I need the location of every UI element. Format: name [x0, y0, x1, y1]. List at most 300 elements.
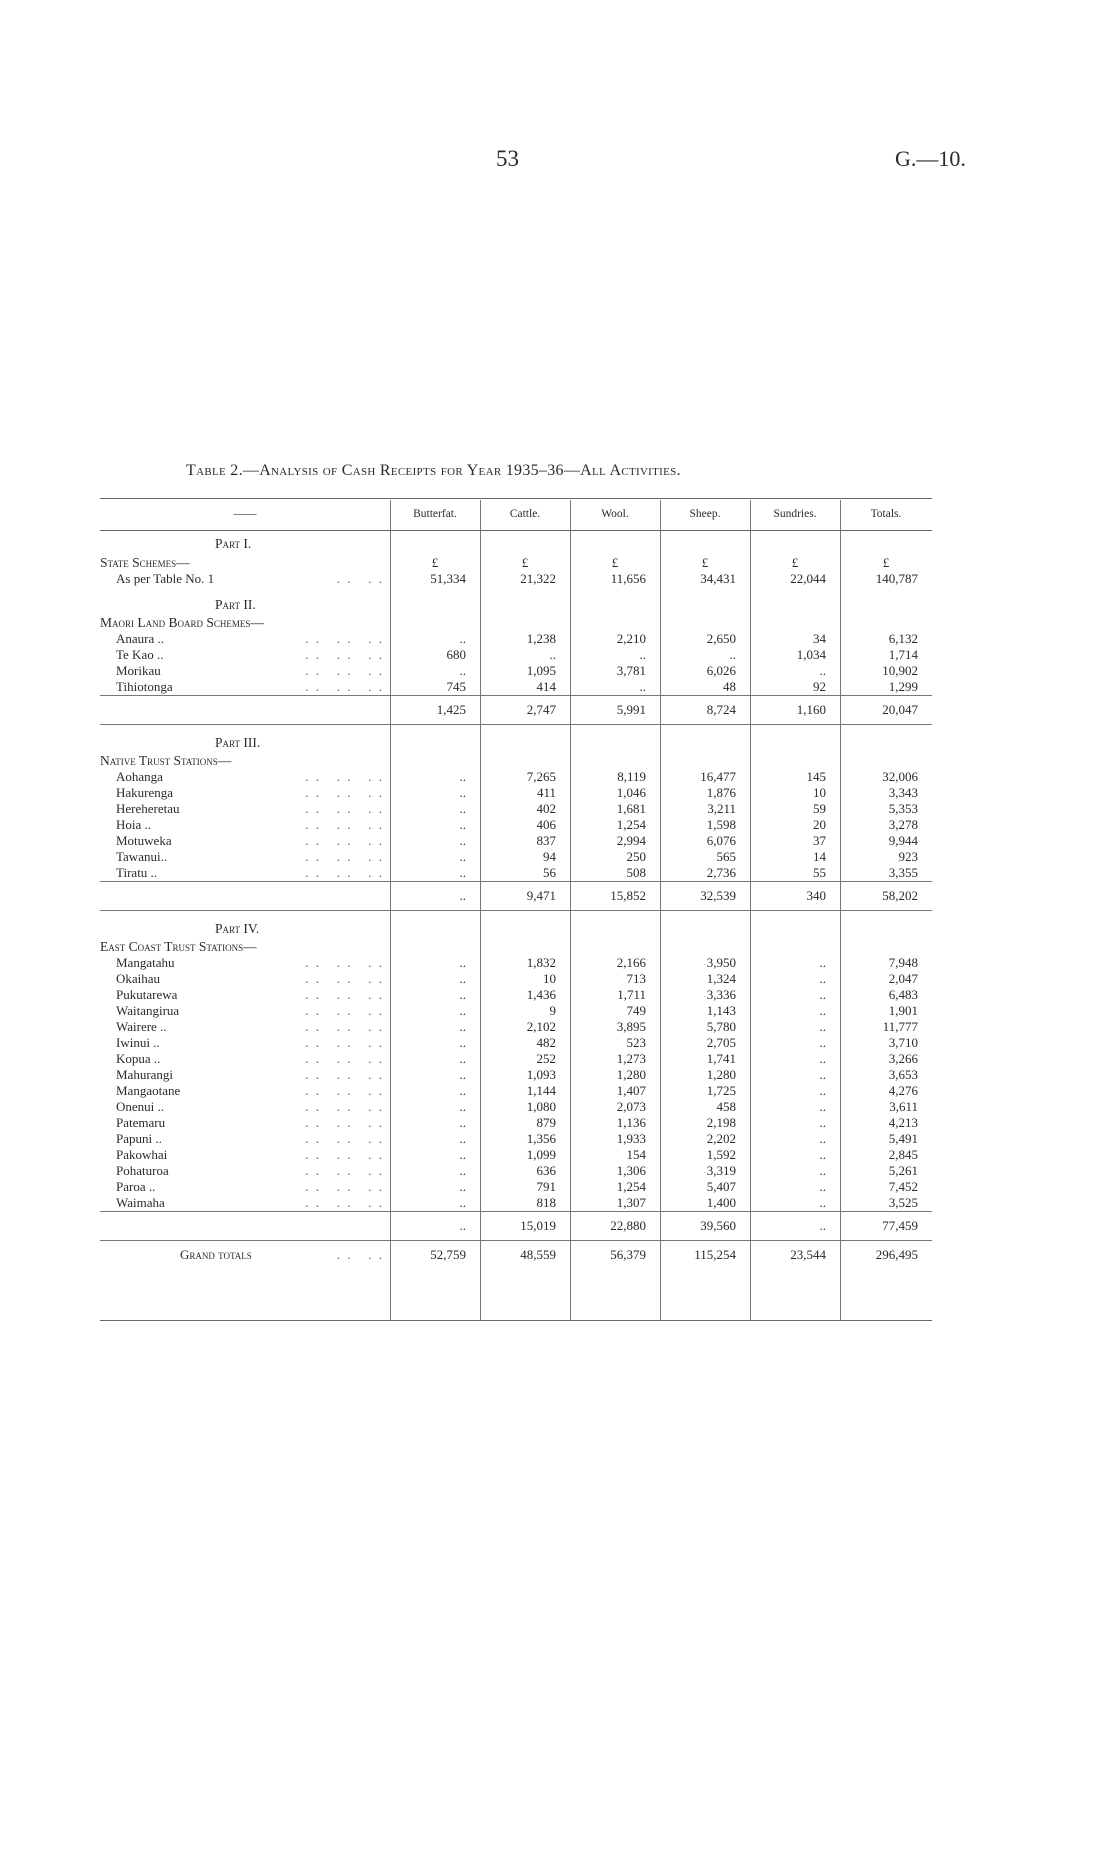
cell-sundries: ..	[819, 955, 826, 970]
row-label: Tawanui..	[116, 849, 168, 864]
leader-dots: . . . . . .	[305, 663, 384, 678]
cell-sheep: ..	[729, 647, 736, 662]
subtotal-sheep: 8,724	[660, 696, 750, 725]
cell-butterfat: ..	[459, 1131, 466, 1146]
subtotal-row	[100, 696, 932, 725]
cell-totals: 3,710	[888, 1035, 918, 1050]
table-row	[100, 1131, 932, 1147]
subtotal-wool: 22,880	[570, 1212, 660, 1241]
cell-sheep: 565	[716, 849, 736, 864]
cell-cattle: 818	[536, 1195, 556, 1210]
cell-butterfat: ..	[459, 663, 466, 678]
leader-dots: . . . . . .	[305, 1003, 384, 1018]
cell-sundries: ..	[819, 1131, 826, 1146]
cell-wool: 3,895	[616, 1019, 646, 1034]
table-row	[100, 785, 932, 801]
row-label: Aohanga	[116, 769, 163, 784]
cell-wool: 1,933	[616, 1131, 646, 1146]
row-label: Kopua ..	[116, 1051, 161, 1066]
part-title: Part III.	[215, 735, 261, 750]
cell-butterfat: ..	[459, 833, 466, 848]
leader-dots: . . . . . .	[305, 1083, 384, 1098]
cell-butterfat: ..	[459, 769, 466, 784]
cell-totals: 7,948	[888, 955, 918, 970]
leader-dots: . . . . . .	[305, 955, 384, 970]
cell-sundries: ..	[819, 1179, 826, 1194]
table-row	[100, 1067, 932, 1083]
part-heading	[100, 526, 932, 554]
cell-wool: 1,254	[616, 817, 646, 832]
cell-cattle: 252	[536, 1051, 556, 1066]
cell-sheep: 3,950	[706, 955, 736, 970]
cell-wool: 508	[626, 865, 646, 880]
cell-wool: 250	[626, 849, 646, 864]
row-label-cell	[100, 955, 390, 971]
leader-dots: . . . . . .	[305, 785, 384, 800]
cell-sundries: 10	[813, 785, 826, 800]
row-label-cell	[100, 631, 390, 647]
subtotal-cattle: 9,471	[480, 882, 570, 911]
table-row	[100, 849, 932, 865]
part-heading	[100, 911, 932, 940]
cell-cattle: 1,436	[526, 987, 556, 1002]
cell-totals: 4,213	[888, 1115, 918, 1130]
row-label: Hoia ..	[116, 817, 152, 832]
cell-cattle: 837	[536, 833, 556, 848]
row-label: Waimaha	[116, 1195, 165, 1210]
cell-wool: 8,119	[617, 769, 646, 784]
section-heading-row	[100, 554, 932, 571]
row-label-cell	[100, 663, 390, 679]
cell-sheep: 2,705	[706, 1035, 736, 1050]
cell-wool: 1,681	[616, 801, 646, 816]
cell-cattle: 879	[536, 1115, 556, 1130]
cell-totals: 10,902	[882, 663, 918, 678]
leader-dots: . . . . . .	[305, 1179, 384, 1194]
part-title: Part IV.	[215, 921, 260, 936]
cell-butterfat: ..	[459, 785, 466, 800]
cell-butterfat: ..	[459, 631, 466, 646]
row-label: Patemaru	[116, 1115, 166, 1130]
cash-receipts-table	[100, 502, 932, 1269]
table-title: Table 2.—Analysis of Cash Receipts for Year 1935–36—All Activities.	[186, 462, 681, 479]
cell-sundries: 22,044	[790, 571, 826, 586]
row-label-cell	[100, 1179, 390, 1195]
cell-totals: 2,845	[888, 1147, 918, 1162]
row-label: Pakowhai	[116, 1147, 168, 1162]
section-title: East Coast Trust Stations—	[100, 939, 257, 954]
row-label-cell	[100, 647, 390, 663]
cell-wool: 1,407	[616, 1083, 646, 1098]
cell-sundries: ..	[819, 1035, 826, 1050]
currency-symbol: £	[791, 554, 799, 570]
row-label: Papuni ..	[116, 1131, 162, 1146]
cell-sundries: 145	[806, 769, 826, 784]
subtotal-wool: 15,852	[570, 882, 660, 911]
row-label-cell	[100, 865, 390, 882]
table-row	[100, 1019, 932, 1035]
row-label: As per Table No. 1	[116, 571, 215, 586]
subtotal-totals: 58,202	[840, 882, 932, 911]
leader-dots: . . . . . .	[305, 1035, 384, 1050]
cell-sheep: 1,725	[706, 1083, 736, 1098]
currency-symbol: £	[882, 554, 890, 570]
cell-sundries: ..	[819, 1051, 826, 1066]
cell-cattle: 94	[543, 849, 556, 864]
cell-butterfat: ..	[459, 1051, 466, 1066]
cell-butterfat: 680	[446, 647, 466, 662]
subtotal-totals: 77,459	[840, 1212, 932, 1241]
cell-butterfat: ..	[459, 987, 466, 1002]
cell-sheep: 458	[716, 1099, 736, 1114]
cell-sundries: ..	[819, 971, 826, 986]
row-label-cell	[100, 1067, 390, 1083]
row-label: Wairere ..	[116, 1019, 167, 1034]
subtotal-sundries: ..	[750, 1212, 840, 1241]
row-label: Hereheretau	[116, 801, 180, 816]
cell-cattle: 1,238	[526, 631, 556, 646]
row-label-cell	[100, 1019, 390, 1035]
leader-dots: . . . . . .	[305, 1115, 384, 1130]
cell-sundries: 92	[813, 679, 826, 694]
row-label-cell	[100, 833, 390, 849]
row-label: Mangatahu	[116, 955, 175, 970]
part-title: Part II.	[215, 597, 256, 612]
leader-dots: . . . . . .	[305, 769, 384, 784]
row-label: Te Kao ..	[116, 647, 164, 662]
cell-sundries: 55	[813, 865, 826, 880]
part-heading	[100, 725, 932, 754]
leader-dots: . . . . . .	[305, 801, 384, 816]
table-row	[100, 1003, 932, 1019]
cell-butterfat: ..	[459, 1147, 466, 1162]
grand-total-wool: 56,379	[610, 1247, 646, 1262]
section-title: Native Trust Stations—	[100, 753, 232, 768]
cell-sheep: 1,876	[706, 785, 736, 800]
cell-cattle: 1,095	[526, 663, 556, 678]
cell-wool: 1,306	[616, 1163, 646, 1178]
cell-wool: 2,073	[616, 1099, 646, 1114]
cell-wool: 154	[626, 1147, 646, 1162]
row-label-cell	[100, 571, 390, 587]
cell-wool: 2,166	[616, 955, 646, 970]
table-bottom-rule	[100, 1320, 932, 1321]
leader-dots: . . . . . .	[305, 1163, 384, 1178]
cell-sundries: ..	[819, 1067, 826, 1082]
cell-cattle: 1,093	[526, 1067, 556, 1082]
table-row	[100, 833, 932, 849]
grand-totals-label: Grand totals	[180, 1247, 252, 1262]
grand-total-sheep: 115,254	[694, 1247, 736, 1262]
leader-dots: . . . . . .	[305, 679, 384, 694]
subtotal-sundries: 340	[750, 882, 840, 911]
cell-cattle: 1,356	[526, 1131, 556, 1146]
row-label: Mangaotane	[116, 1083, 181, 1098]
cell-sundries: ..	[819, 663, 826, 678]
cell-cattle: 7,265	[526, 769, 556, 784]
cell-sundries: ..	[819, 1195, 826, 1210]
cell-cattle: 1,832	[526, 955, 556, 970]
cell-totals: 6,483	[888, 987, 918, 1002]
cell-totals: 6,132	[888, 631, 918, 646]
cell-sundries: ..	[819, 1147, 826, 1162]
row-label-cell	[100, 679, 390, 696]
cell-wool: 1,273	[616, 1051, 646, 1066]
cell-cattle: 406	[536, 817, 556, 832]
table-top-rule	[100, 498, 932, 499]
cell-cattle: 791	[536, 1179, 556, 1194]
grand-total-cattle: 48,559	[520, 1247, 556, 1262]
row-label-cell	[100, 1083, 390, 1099]
cell-totals: 3,266	[888, 1051, 918, 1066]
cell-totals: 11,777	[882, 1019, 918, 1034]
cell-butterfat: ..	[459, 955, 466, 970]
cell-sheep: 2,198	[706, 1115, 736, 1130]
table-row	[100, 1035, 932, 1051]
row-label: Waitangirua	[116, 1003, 180, 1018]
cell-totals: 5,261	[888, 1163, 918, 1178]
leader-dots: . . . . . .	[305, 1099, 384, 1114]
table-row	[100, 971, 932, 987]
leader-dots: . . . . . .	[305, 647, 384, 662]
row-label-cell	[100, 817, 390, 833]
cell-butterfat: ..	[459, 1035, 466, 1050]
table-row	[100, 817, 932, 833]
column-header-label: ——	[233, 508, 257, 520]
row-label-cell	[100, 785, 390, 801]
cell-butterfat: ..	[459, 1003, 466, 1018]
table-row	[100, 865, 932, 882]
cell-butterfat: ..	[459, 1163, 466, 1178]
cell-wool: ..	[639, 647, 646, 662]
cell-wool: 1,307	[616, 1195, 646, 1210]
leader-dots: . . . .	[336, 1247, 384, 1262]
row-label-cell	[100, 1099, 390, 1115]
cell-wool: 1,711	[617, 987, 646, 1002]
row-label-cell	[100, 1163, 390, 1179]
grand-total-butterfat: 52,759	[430, 1247, 466, 1262]
cell-sundries: ..	[819, 1099, 826, 1114]
cell-butterfat: 51,334	[430, 571, 466, 586]
cell-sheep: 2,650	[706, 631, 736, 646]
cell-butterfat: ..	[459, 849, 466, 864]
cell-butterfat: ..	[459, 1179, 466, 1194]
cell-butterfat: ..	[459, 865, 466, 880]
cell-totals: 1,714	[888, 647, 918, 662]
cell-sundries: 34	[813, 631, 826, 646]
cell-butterfat: ..	[459, 801, 466, 816]
cell-cattle: 414	[536, 679, 556, 694]
row-label-cell	[100, 1051, 390, 1067]
row-label: Okaihau	[116, 971, 161, 986]
cell-totals: 3,525	[888, 1195, 918, 1210]
currency-symbol: £	[431, 554, 439, 570]
cell-cattle: 1,099	[526, 1147, 556, 1162]
cell-sheep: 6,026	[706, 663, 736, 678]
cell-cattle: 411	[536, 785, 556, 800]
cell-wool: 523	[626, 1035, 646, 1050]
cell-cattle: 10	[543, 971, 556, 986]
leader-dots: . . . . . .	[305, 849, 384, 864]
cell-sundries: 14	[813, 849, 826, 864]
table-row	[100, 1051, 932, 1067]
row-label: Onenui ..	[116, 1099, 165, 1114]
cell-sheep: 48	[723, 679, 736, 694]
cell-sundries: 1,034	[796, 647, 826, 662]
cell-sheep: 1,280	[706, 1067, 736, 1082]
cell-sheep: 2,202	[706, 1131, 736, 1146]
leader-dots: . . . . . .	[305, 865, 384, 880]
table-row	[100, 1147, 932, 1163]
cell-cattle: 2,102	[526, 1019, 556, 1034]
cell-butterfat: 745	[446, 679, 466, 694]
cell-totals: 5,353	[888, 801, 918, 816]
row-label-cell	[100, 1035, 390, 1051]
cell-totals: 7,452	[888, 1179, 918, 1194]
cell-sheep: 1,592	[706, 1147, 736, 1162]
cell-sheep: 6,076	[706, 833, 736, 848]
table-row	[100, 1083, 932, 1099]
leader-dots: . . . .	[336, 571, 384, 586]
leader-dots: . . . . . .	[305, 1051, 384, 1066]
cell-totals: 3,343	[888, 785, 918, 800]
section-heading-row	[100, 939, 932, 955]
table-row	[100, 1195, 932, 1212]
cell-sheep: 3,211	[707, 801, 736, 816]
cell-wool: 2,994	[616, 833, 646, 848]
cell-sundries: ..	[819, 1163, 826, 1178]
cell-sundries: 20	[813, 817, 826, 832]
cell-butterfat: ..	[459, 1115, 466, 1130]
cell-sheep: 3,336	[706, 987, 736, 1002]
part4-rows	[100, 955, 932, 1212]
cell-cattle: 636	[536, 1163, 556, 1178]
currency-symbol: £	[701, 554, 709, 570]
table-row	[100, 1099, 932, 1115]
leader-dots: . . . . . .	[305, 971, 384, 986]
cell-sheep: 16,477	[700, 769, 736, 784]
leader-dots: . . . . . .	[305, 833, 384, 848]
leader-dots: . . . . . .	[305, 1147, 384, 1162]
row-label-cell	[100, 1003, 390, 1019]
table-row	[100, 1115, 932, 1131]
row-label-cell	[100, 769, 390, 785]
subtotal-row	[100, 882, 932, 911]
cell-sheep: 1,400	[706, 1195, 736, 1210]
part-title: Part I.	[215, 536, 252, 551]
subtotal-cattle: 15,019	[480, 1212, 570, 1241]
column-header-sheep: Sheep.	[689, 508, 721, 520]
cell-wool: 749	[626, 1003, 646, 1018]
column-header-totals: Totals.	[870, 508, 902, 520]
subtotal-butterfat: 1,425	[390, 696, 480, 725]
row-label-cell	[100, 801, 390, 817]
cell-totals: 5,491	[888, 1131, 918, 1146]
table-row	[100, 571, 932, 587]
subtotal-cattle: 2,747	[480, 696, 570, 725]
subtotal-row	[100, 1212, 932, 1241]
row-label: Pukutarewa	[116, 987, 178, 1002]
subtotal-butterfat: ..	[390, 1212, 480, 1241]
subtotal-sheep: 32,539	[660, 882, 750, 911]
cell-totals: 3,278	[888, 817, 918, 832]
cell-sheep: 3,319	[706, 1163, 736, 1178]
currency-symbol: £	[611, 554, 619, 570]
page-reference: G.—10.	[895, 146, 966, 171]
subtotal-totals: 20,047	[840, 696, 932, 725]
cell-butterfat: ..	[459, 1067, 466, 1082]
cell-totals: 9,944	[888, 833, 918, 848]
column-header-sundries: Sundries.	[773, 508, 817, 520]
table-row	[100, 1163, 932, 1179]
section-heading-row	[100, 753, 932, 769]
row-label-cell	[100, 987, 390, 1003]
row-label: Paroa ..	[116, 1179, 156, 1194]
cell-totals: 1,299	[888, 679, 918, 694]
cell-wool: 1,136	[616, 1115, 646, 1130]
cell-totals: 2,047	[888, 971, 918, 986]
table-row	[100, 631, 932, 647]
part3-rows	[100, 769, 932, 882]
leader-dots: . . . . . .	[305, 1131, 384, 1146]
cell-sheep: 5,407	[706, 1179, 736, 1194]
cell-wool: 1,280	[616, 1067, 646, 1082]
row-label-cell	[100, 849, 390, 865]
section-heading-row	[100, 615, 932, 631]
cell-cattle: 9	[549, 1003, 556, 1018]
cell-butterfat: ..	[459, 971, 466, 986]
cell-cattle: 482	[536, 1035, 556, 1050]
cell-butterfat: ..	[459, 1195, 466, 1210]
cell-butterfat: ..	[459, 1019, 466, 1034]
cell-sheep: 1,741	[706, 1051, 736, 1066]
table-row	[100, 801, 932, 817]
row-label: Pohaturoa	[116, 1163, 169, 1178]
cell-totals: 140,787	[875, 571, 918, 586]
column-header-cattle: Cattle.	[509, 508, 541, 520]
cell-sheep: 5,780	[706, 1019, 736, 1034]
grand-totals-row	[100, 1241, 932, 1270]
row-label: Tihiotonga	[116, 679, 173, 694]
part-heading	[100, 587, 932, 615]
cell-totals: 3,611	[889, 1099, 918, 1114]
cell-sundries: ..	[819, 987, 826, 1002]
grand-total-sundries: 23,544	[790, 1247, 826, 1262]
page-number: 53	[496, 146, 519, 171]
table-row	[100, 647, 932, 663]
row-label: Tiratu ..	[116, 865, 158, 880]
section-title: State Schemes—	[100, 554, 190, 570]
cell-sheep: 1,324	[706, 971, 736, 986]
cell-cattle: ..	[549, 647, 556, 662]
header-row	[100, 502, 932, 526]
row-label: Hakurenga	[116, 785, 174, 800]
cell-wool: 2,210	[616, 631, 646, 646]
row-label: Motuweka	[116, 833, 172, 848]
table-row	[100, 987, 932, 1003]
leader-dots: . . . . . .	[305, 817, 384, 832]
grand-total-totals: 296,495	[875, 1247, 918, 1262]
subtotal-butterfat: ..	[390, 882, 480, 911]
row-label-cell	[100, 1147, 390, 1163]
cell-butterfat: ..	[459, 1083, 466, 1098]
cell-wool: 1,046	[616, 785, 646, 800]
cell-cattle: 1,080	[526, 1099, 556, 1114]
cell-butterfat: ..	[459, 1099, 466, 1114]
row-label: Morikau	[116, 663, 161, 678]
subtotal-wool: 5,991	[570, 696, 660, 725]
cell-totals: 1,901	[888, 1003, 918, 1018]
